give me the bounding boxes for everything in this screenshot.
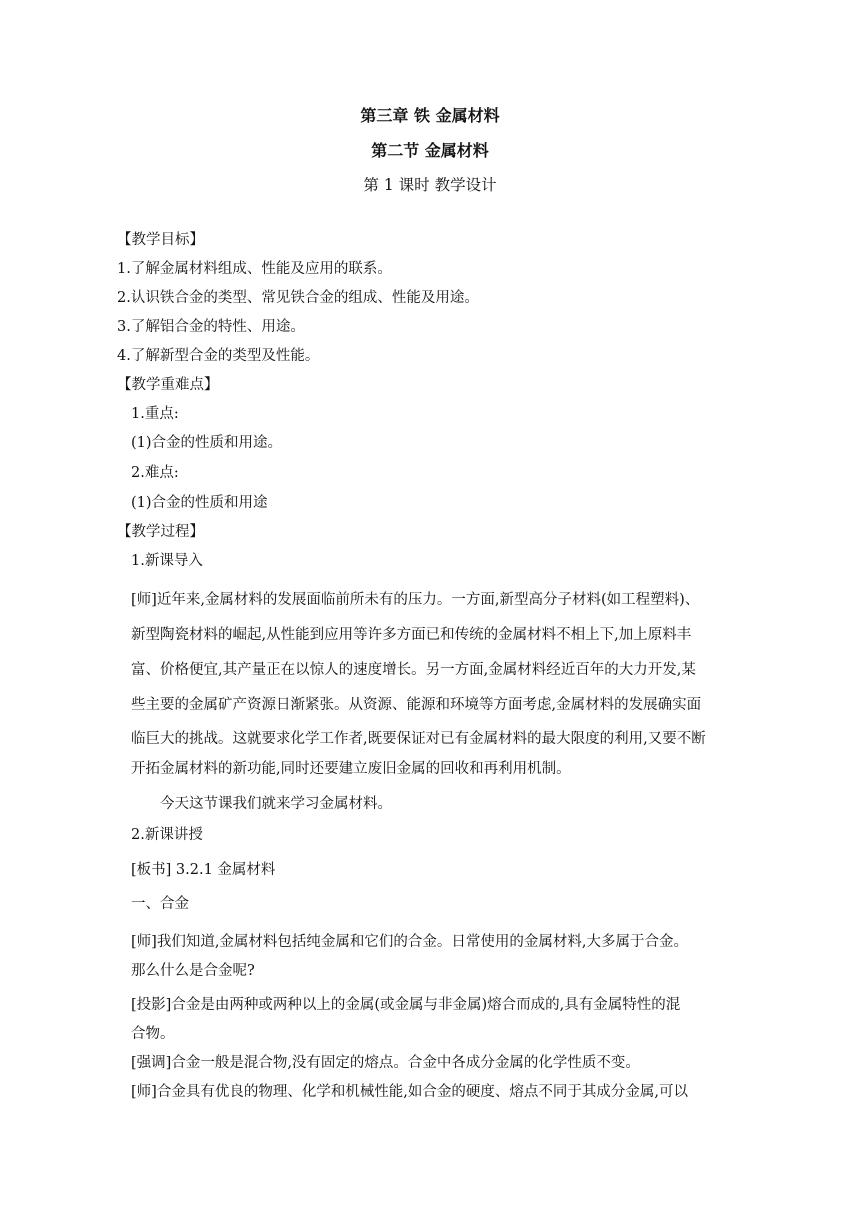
intro-paragraph-line: 新型陶瓷材料的崛起,从性能到应用等许多方面已和传统的金属材料不相上下,加上原料丰	[131, 627, 692, 643]
intro-paragraph-line: 临巨大的挑战。这就要求化学工作者,既要保证对已有金属材料的最大限度的利用,又要不断	[131, 731, 706, 747]
key-point-line: (1)合金的性质和用途。	[131, 435, 283, 451]
intro-close: 今天这节课我们就来学习金属材料。	[160, 796, 392, 812]
process-heading: 【教学过程】	[117, 524, 204, 540]
new-lesson-title: 2.新课讲授	[131, 827, 203, 843]
objective-item: 1.了解金属材料组成、性能及应用的联系。	[117, 261, 392, 277]
key-point-line: 1.重点:	[131, 406, 179, 422]
objective-item: 2.认识铁合金的类型、常见铁合金的组成、性能及用途。	[117, 290, 479, 306]
key-points-heading: 【教学重难点】	[117, 377, 219, 393]
teacher-question-line: [师]我们知道,金属材料包括纯金属和它们的合金。日常使用的金属材料,大多属于合金。	[131, 934, 689, 950]
intro-paragraph-line: 富、价格便宜,其产量正在以惊人的速度增长。另一方面,金属材料经近百年的大力开发,某	[131, 662, 696, 678]
emphasis-line: [强调]合金一般是混合物,没有固定的熔点。合金中各成分金属的化学性质不变。	[131, 1055, 640, 1071]
intro-paragraph-line: 开拓金属材料的新功能,同时还要建立废旧金属的回收和再利用机制。	[131, 761, 571, 777]
teacher-question-line: 那么什么是合金呢?	[131, 963, 255, 979]
intro-paragraph-line: [师]近年来,金属材料的发展面临前所未有的压力。一方面,新型高分子材料(如工程塑料)、	[131, 592, 700, 608]
objectives-heading: 【教学目标】	[117, 232, 204, 248]
board-note: [板书] 3.2.1 金属材料	[131, 862, 276, 878]
teacher-line: [师]合金具有优良的物理、化学和机械性能,如合金的硬度、熔点不同于其成分金属,可以	[131, 1084, 689, 1100]
objective-item: 3.了解铝合金的特性、用途。	[117, 319, 305, 335]
intro-title: 1.新课导入	[131, 553, 203, 569]
sub-heading-alloy: 一、合金	[131, 896, 189, 912]
intro-paragraph-line: 些主要的金属矿产资源日渐紧张。从资源、能源和环境等方面考虑,金属材料的发展确实面	[131, 697, 702, 713]
chapter-title: 第三章 铁 金属材料	[360, 106, 500, 125]
projection-line: 合物。	[131, 1026, 175, 1042]
lesson-title: 第 1 课时 教学设计	[363, 176, 497, 194]
section-title: 第二节 金属材料	[371, 141, 489, 160]
objective-item: 4.了解新型合金的类型及性能。	[117, 348, 320, 364]
key-point-line: (1)合金的性质和用途	[131, 495, 268, 511]
projection-line: [投影]合金是由两种或两种以上的金属(或金属与非金属)熔合而成的,具有金属特性的混	[131, 997, 681, 1013]
key-point-line: 2.难点:	[131, 465, 179, 481]
